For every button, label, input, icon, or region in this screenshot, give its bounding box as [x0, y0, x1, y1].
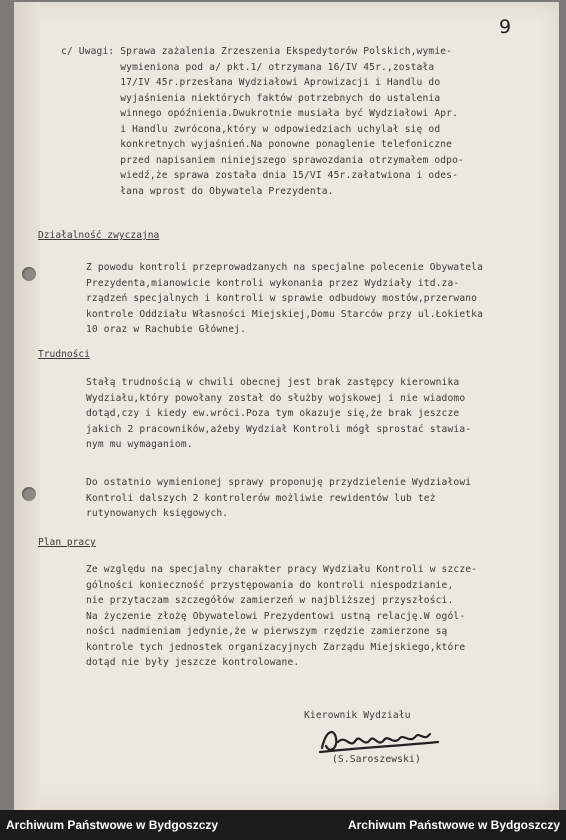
- page-number: 9: [499, 16, 512, 38]
- text-line: rządzeń specjalnych i kontroli w sprawie odbudowy mostów,przerwano: [86, 293, 478, 304]
- signature-title: Kierownik Wydziału: [304, 710, 411, 721]
- page-fold: [14, 2, 40, 810]
- text-line: Do ostatnio wymienionej sprawy proponuję przydzielenie Wydziałowi: [86, 477, 472, 488]
- text-line: nym mu wymaganiom.: [86, 439, 193, 450]
- trudnosci-text: [86, 375, 471, 453]
- text-line: rutynowanych księgowych.: [86, 508, 229, 519]
- text-line: dotąd nie były jeszcze kontrolowane.: [86, 657, 300, 668]
- text-line: dotąd,czy i kiedy ew.wróci.Poza tym okazuje się,że brak jeszcze: [86, 408, 460, 419]
- text-line: Kontroli dalszych 2 kontrolerów możliwie rewidentów lub też: [86, 492, 436, 504]
- text-line: wymieniona pod a/ pkt.1/ otrzymana 16/IV 45r.,została: [61, 61, 435, 73]
- text-line: łana wprost do Obywatela Prezydenta.: [61, 185, 334, 197]
- text-line: i Handlu zwrócona,który w odpowiedziach uchylał się od: [61, 123, 441, 135]
- text-line: Prezydenta,mianowicie kontroli wykonania przez Wydziały itd.za-: [86, 277, 460, 289]
- heading-dzialalnosc: Działalność zwyczajna: [38, 230, 160, 241]
- text-line: 17/IV 45r.przesłana Wydziałowi Aprowizacji i Handlu do: [61, 77, 441, 88]
- text-line: gólności konieczność przystępowania do kontroli niespodzianie,: [86, 579, 454, 591]
- text-line: przed napisaniem niniejszego sprawozdania otrzymałem odpo-: [61, 154, 464, 166]
- trudnosci-proposal-text: [86, 475, 471, 522]
- plan-text: [86, 562, 477, 671]
- text-line: Na życzenie złożę Obywatelowi Prezydentowi ustną relację.W ogól-: [86, 610, 466, 622]
- text-line: Wydziału,który powołany został do służby wojskowej i nie wiadomo: [86, 392, 466, 404]
- text-line: kontrole Oddziału Własności Miejskiej,Domu Starców przy ul.Łokietka: [86, 308, 484, 320]
- archive-footer: [0, 810, 566, 840]
- footer-right-label: Archiwum Państwowe w Bydgoszczy: [347, 818, 560, 832]
- signature-name: (S.Saroszewski): [332, 754, 421, 765]
- heading-trudnosci: Trudności: [38, 349, 90, 360]
- text-line: nie przytaczam szczegółów zamierzeń w najbliższej przyszłości.: [86, 595, 454, 606]
- text-line: 10 oraz w Rachubie Głównej.: [86, 324, 246, 335]
- text-line: Stałą trudnością w chwili obecnej jest brak zastępcy kierownika: [86, 377, 460, 388]
- text-line: konkretnych wyjaśnień.Na ponowne ponaglenie telefoniczne: [61, 139, 453, 150]
- text-line: Z powodu kontroli przeprowadzanych na specjalne polecenie Obywatela: [86, 262, 484, 273]
- text-line: wyjaśnienia niektórych faktów potrzebnych do ustalenia: [61, 92, 441, 104]
- text-line: Ze względu na specjalny charakter pracy Wydziału Kontroli w szcze-: [86, 564, 478, 575]
- punch-hole-bottom: [22, 487, 36, 501]
- document-page: [14, 2, 559, 810]
- text-line: c/ Uwagi: Sprawa zażalenia Zrzeszenia Ekspedytorów Polskich,wymie-: [61, 46, 453, 57]
- dzialalnosc-text: [86, 260, 483, 338]
- punch-hole-top: [22, 267, 36, 281]
- remarks-block: [61, 44, 464, 199]
- footer-left-label: Archiwum Państwowe w Bydgoszczy: [6, 818, 219, 832]
- text-line: ności nadmieniam jedynie,że w pierwszym rzędzie zamierzone są: [86, 626, 448, 637]
- text-line: kontrole tych jednostek organizacyjnych Zarządu Miejskiego,które: [86, 641, 466, 653]
- text-line: wiedź,że sprawa została dnia 15/VI 45r.załatwiona i odes-: [61, 170, 459, 181]
- text-line: winnego opóźnienia.Dwukrotnie musiała być Wydziałowi Apr.: [61, 108, 459, 119]
- text-line: jakich 2 pracowników,ażeby Wydział Kontroli mógł sprostać stawia-: [86, 423, 472, 435]
- heading-plan: Plan pracy: [38, 537, 96, 548]
